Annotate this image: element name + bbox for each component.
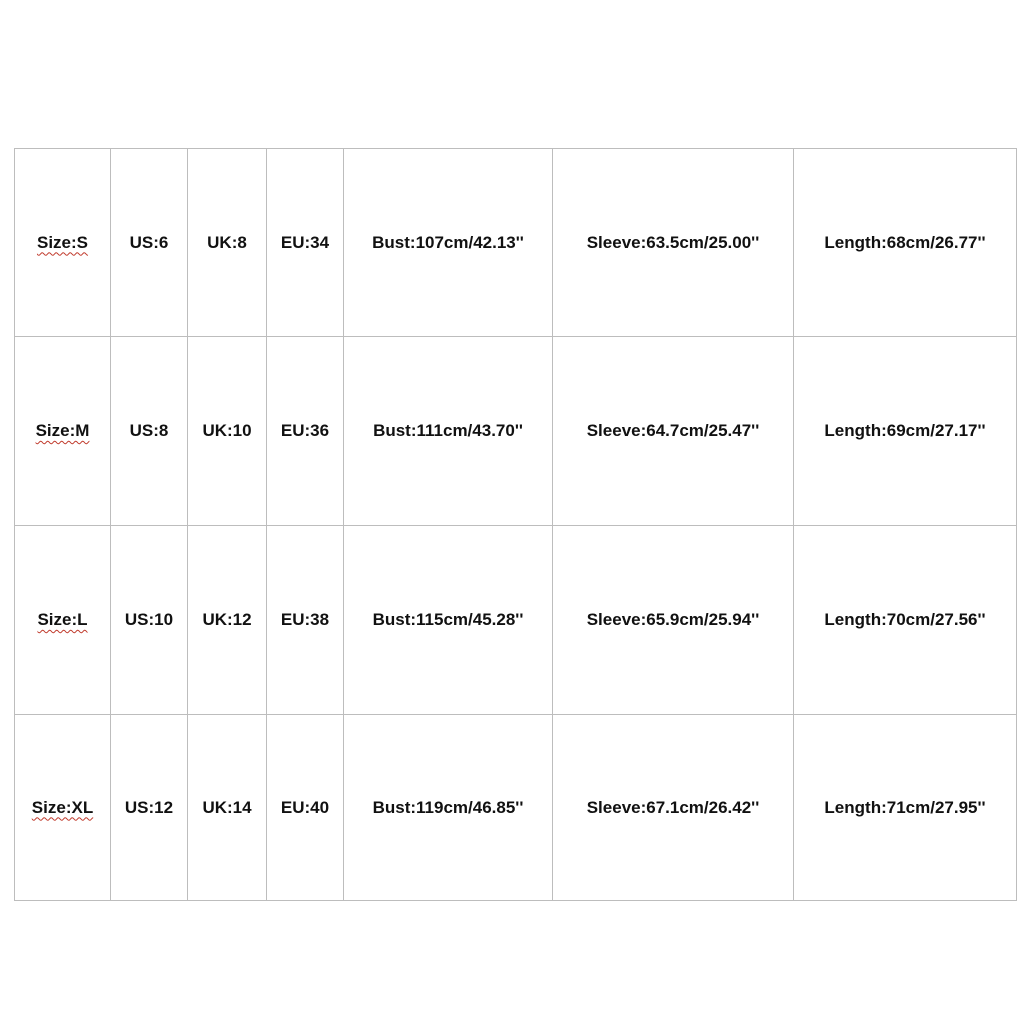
uk-size-cell: UK:14 xyxy=(188,715,267,901)
length-cell: Length:71cm/27.95'' xyxy=(794,715,1017,901)
size-cell xyxy=(15,337,111,526)
sleeve-cell: Sleeve:65.9cm/25.94'' xyxy=(553,526,794,715)
size-cell xyxy=(15,149,111,337)
sleeve-cell: Sleeve:64.7cm/25.47'' xyxy=(553,337,794,526)
uk-size-cell: UK:8 xyxy=(188,149,267,337)
length-cell: Length:68cm/26.77'' xyxy=(794,149,1017,337)
size-cell xyxy=(15,715,111,901)
table-row xyxy=(15,337,1017,526)
size-cell xyxy=(15,526,111,715)
length-cell: Length:69cm/27.17'' xyxy=(794,337,1017,526)
table-row xyxy=(15,715,1017,901)
uk-size-cell: UK:10 xyxy=(188,337,267,526)
sleeve-cell: Sleeve:63.5cm/25.00'' xyxy=(553,149,794,337)
eu-size-cell: EU:36 xyxy=(267,337,344,526)
uk-size-cell: UK:12 xyxy=(188,526,267,715)
length-cell: Length:70cm/27.56'' xyxy=(794,526,1017,715)
us-size-cell: US:12 xyxy=(111,715,188,901)
bust-cell: Bust:119cm/46.85'' xyxy=(344,715,553,901)
size-label: Size:XL xyxy=(31,797,94,817)
eu-size-cell: EU:34 xyxy=(267,149,344,337)
eu-size-cell: EU:40 xyxy=(267,715,344,901)
sleeve-cell: Sleeve:67.1cm/26.42'' xyxy=(553,715,794,901)
us-size-cell: US:8 xyxy=(111,337,188,526)
table-row xyxy=(15,526,1017,715)
size-chart-table xyxy=(14,148,1017,901)
table-row xyxy=(15,149,1017,337)
bust-cell: Bust:115cm/45.28'' xyxy=(344,526,553,715)
size-label: Size:S xyxy=(36,232,89,252)
bust-cell: Bust:111cm/43.70'' xyxy=(344,337,553,526)
size-label: Size:M xyxy=(35,421,90,440)
eu-size-cell: EU:38 xyxy=(267,526,344,715)
bust-cell: Bust:107cm/42.13'' xyxy=(344,149,553,337)
us-size-cell: US:10 xyxy=(111,526,188,715)
size-label: Size:L xyxy=(37,610,88,629)
us-size-cell: US:6 xyxy=(111,149,188,337)
